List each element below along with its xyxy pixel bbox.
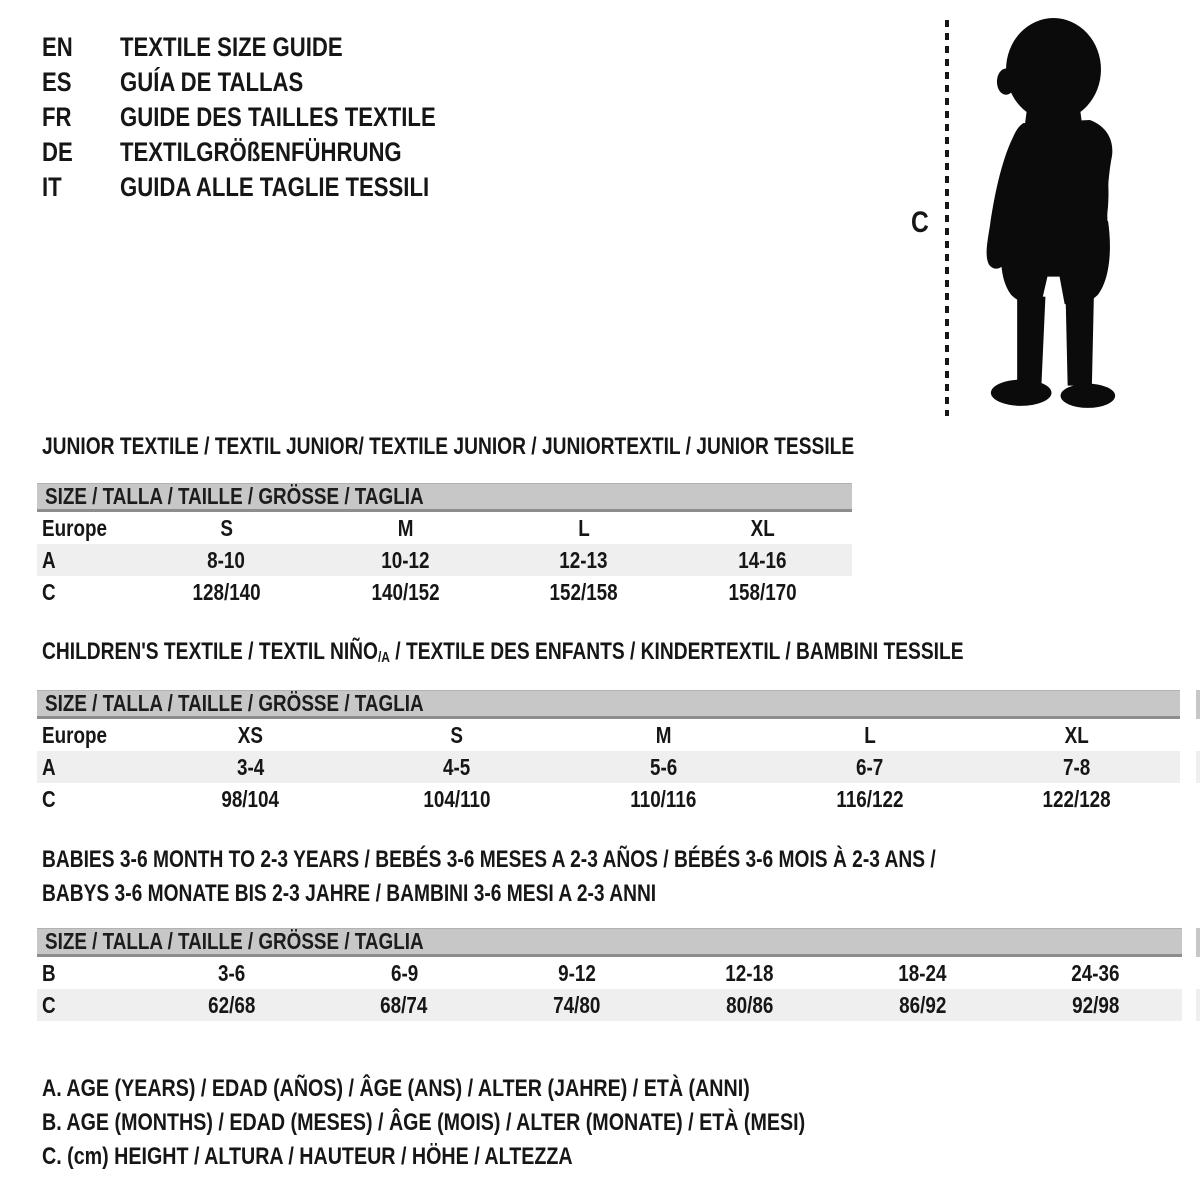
junior-size-table xyxy=(37,512,852,608)
size-value: L xyxy=(578,515,590,541)
table-row xyxy=(37,719,1180,751)
table-row xyxy=(37,957,1182,989)
lang-title: TEXTILE SIZE GUIDE xyxy=(120,32,343,62)
row-label: Europe xyxy=(42,515,107,541)
junior-size-header: SIZE / TALLA / TAILLE / GRÖSSE / TAGLIA xyxy=(37,483,852,512)
age-value: 5-6 xyxy=(649,754,678,780)
size-value: S xyxy=(220,515,233,541)
table-edge-fragment xyxy=(1196,751,1200,783)
babies-size-table xyxy=(37,957,1182,1021)
age-months-value: 18-24 xyxy=(898,960,947,986)
lang-title: GUÍA DE TALLAS xyxy=(120,67,304,97)
table-row xyxy=(37,751,1180,783)
size-value: XS xyxy=(237,722,263,748)
size-value: M xyxy=(397,515,413,541)
height-value: 116/122 xyxy=(836,786,904,812)
toddler-silhouette-icon xyxy=(963,14,1143,418)
size-value: XL xyxy=(1064,722,1089,748)
lang-code: FR xyxy=(42,102,72,132)
lang-row-fr xyxy=(42,100,505,135)
table-row xyxy=(37,783,1180,815)
height-measure-label: C xyxy=(911,206,929,239)
language-title-list xyxy=(42,30,505,205)
age-value: 12-13 xyxy=(559,547,608,573)
lang-code: DE xyxy=(42,137,73,167)
lang-row-de xyxy=(42,135,505,170)
junior-section-title: JUNIOR TEXTILE / TEXTIL JUNIOR/ TEXTILE JUNIOR / JUNIORTEXTIL / JUNIOR TESSILE xyxy=(42,433,855,460)
age-months-value: 24-36 xyxy=(1071,960,1120,986)
babies-section-title-line1: BABIES 3-6 MONTH TO 2-3 YEARS / BEBÉS 3-6 MESES A 2-3 AÑOS / BÉBÉS 3-6 MOIS À 2-3 ANS / xyxy=(42,846,936,873)
table-row xyxy=(37,576,852,608)
age-months-value: 12-18 xyxy=(725,960,775,986)
row-label: C xyxy=(42,992,56,1018)
age-value: 14-16 xyxy=(738,547,787,573)
row-label: C xyxy=(42,786,56,812)
table-edge-fragment xyxy=(1196,989,1200,1021)
height-value: 86/92 xyxy=(899,992,947,1018)
babies-section-title-line2: BABYS 3-6 MONATE BIS 2-3 JAHRE / BAMBINI 3-6 MESI A 2-3 ANNI xyxy=(42,880,657,907)
legend-line-c: C. (cm) HEIGHT / ALTURA / HAUTEUR / HÖHE / ALTEZZA xyxy=(42,1143,573,1170)
size-value: M xyxy=(655,722,672,748)
lang-row-it xyxy=(42,170,505,205)
age-months-value: 9-12 xyxy=(558,960,596,986)
height-value: 140/152 xyxy=(371,579,440,605)
row-label: Europe xyxy=(42,722,107,748)
table-row xyxy=(37,544,852,576)
height-value: 104/110 xyxy=(423,786,491,812)
height-value: 98/104 xyxy=(221,786,280,812)
children-section-title: CHILDREN'S TEXTILE / TEXTIL NIÑO/A / TEXTILE DES ENFANTS / KINDERTEXTIL / BAMBINI TESSILE xyxy=(42,638,964,666)
row-label: A xyxy=(42,754,56,780)
row-label: B xyxy=(42,960,56,986)
table-edge-fragment xyxy=(1196,928,1200,957)
babies-size-header: SIZE / TALLA / TAILLE / GRÖSSE / TAGLIA xyxy=(37,928,1182,957)
lang-code: IT xyxy=(42,172,62,202)
lang-row-en xyxy=(42,30,505,65)
height-value: 92/98 xyxy=(1071,992,1120,1018)
lang-row-es xyxy=(42,65,505,100)
age-value: 7-8 xyxy=(1063,754,1091,780)
height-value: 80/86 xyxy=(726,992,774,1018)
age-months-value: 6-9 xyxy=(390,960,418,986)
height-value: 110/116 xyxy=(630,786,697,812)
size-value: S xyxy=(450,722,464,748)
legend xyxy=(42,1072,973,1174)
lang-title: GUIDE DES TAILLES TEXTILE xyxy=(120,102,436,132)
legend-line-a: A. AGE (YEARS) / EDAD (AÑOS) / ÂGE (ANS) / ALTER (JAHRE) / ETÀ (ANNI) xyxy=(42,1075,750,1102)
age-value: 10-12 xyxy=(380,547,430,573)
lang-code: EN xyxy=(42,32,73,62)
height-value: 68/74 xyxy=(380,992,428,1018)
table-edge-fragment xyxy=(1196,690,1200,719)
height-value: 62/68 xyxy=(207,992,256,1018)
table-row xyxy=(37,512,852,544)
children-size-table xyxy=(37,719,1180,815)
children-size-header: SIZE / TALLA / TAILLE / GRÖSSE / TAGLIA xyxy=(37,690,1180,719)
height-measure-line xyxy=(945,20,949,416)
table-row xyxy=(37,989,1182,1021)
row-label: C xyxy=(42,579,56,605)
age-value: 8-10 xyxy=(207,547,246,573)
age-value: 4-5 xyxy=(443,754,471,780)
lang-title: GUIDA ALLE TAGLIE TESSILI xyxy=(120,172,430,202)
row-label: A xyxy=(42,547,56,573)
height-value: 74/80 xyxy=(553,992,601,1018)
legend-line-b: B. AGE (MONTHS) / EDAD (MESES) / ÂGE (MOIS) / ALTER (MONATE) / ETÀ (MESI) xyxy=(42,1109,806,1136)
age-value: 6-7 xyxy=(856,754,884,780)
height-value: 158/170 xyxy=(728,579,797,605)
size-value: XL xyxy=(750,515,775,541)
height-value: 152/158 xyxy=(549,579,618,605)
height-value: 128/140 xyxy=(192,579,261,605)
age-value: 3-4 xyxy=(236,754,264,780)
lang-title: TEXTILGRÖßENFÜHRUNG xyxy=(120,137,402,167)
lang-code: ES xyxy=(42,67,72,97)
age-months-value: 3-6 xyxy=(217,960,246,986)
height-value: 122/128 xyxy=(1042,786,1111,812)
size-value: L xyxy=(864,722,876,748)
